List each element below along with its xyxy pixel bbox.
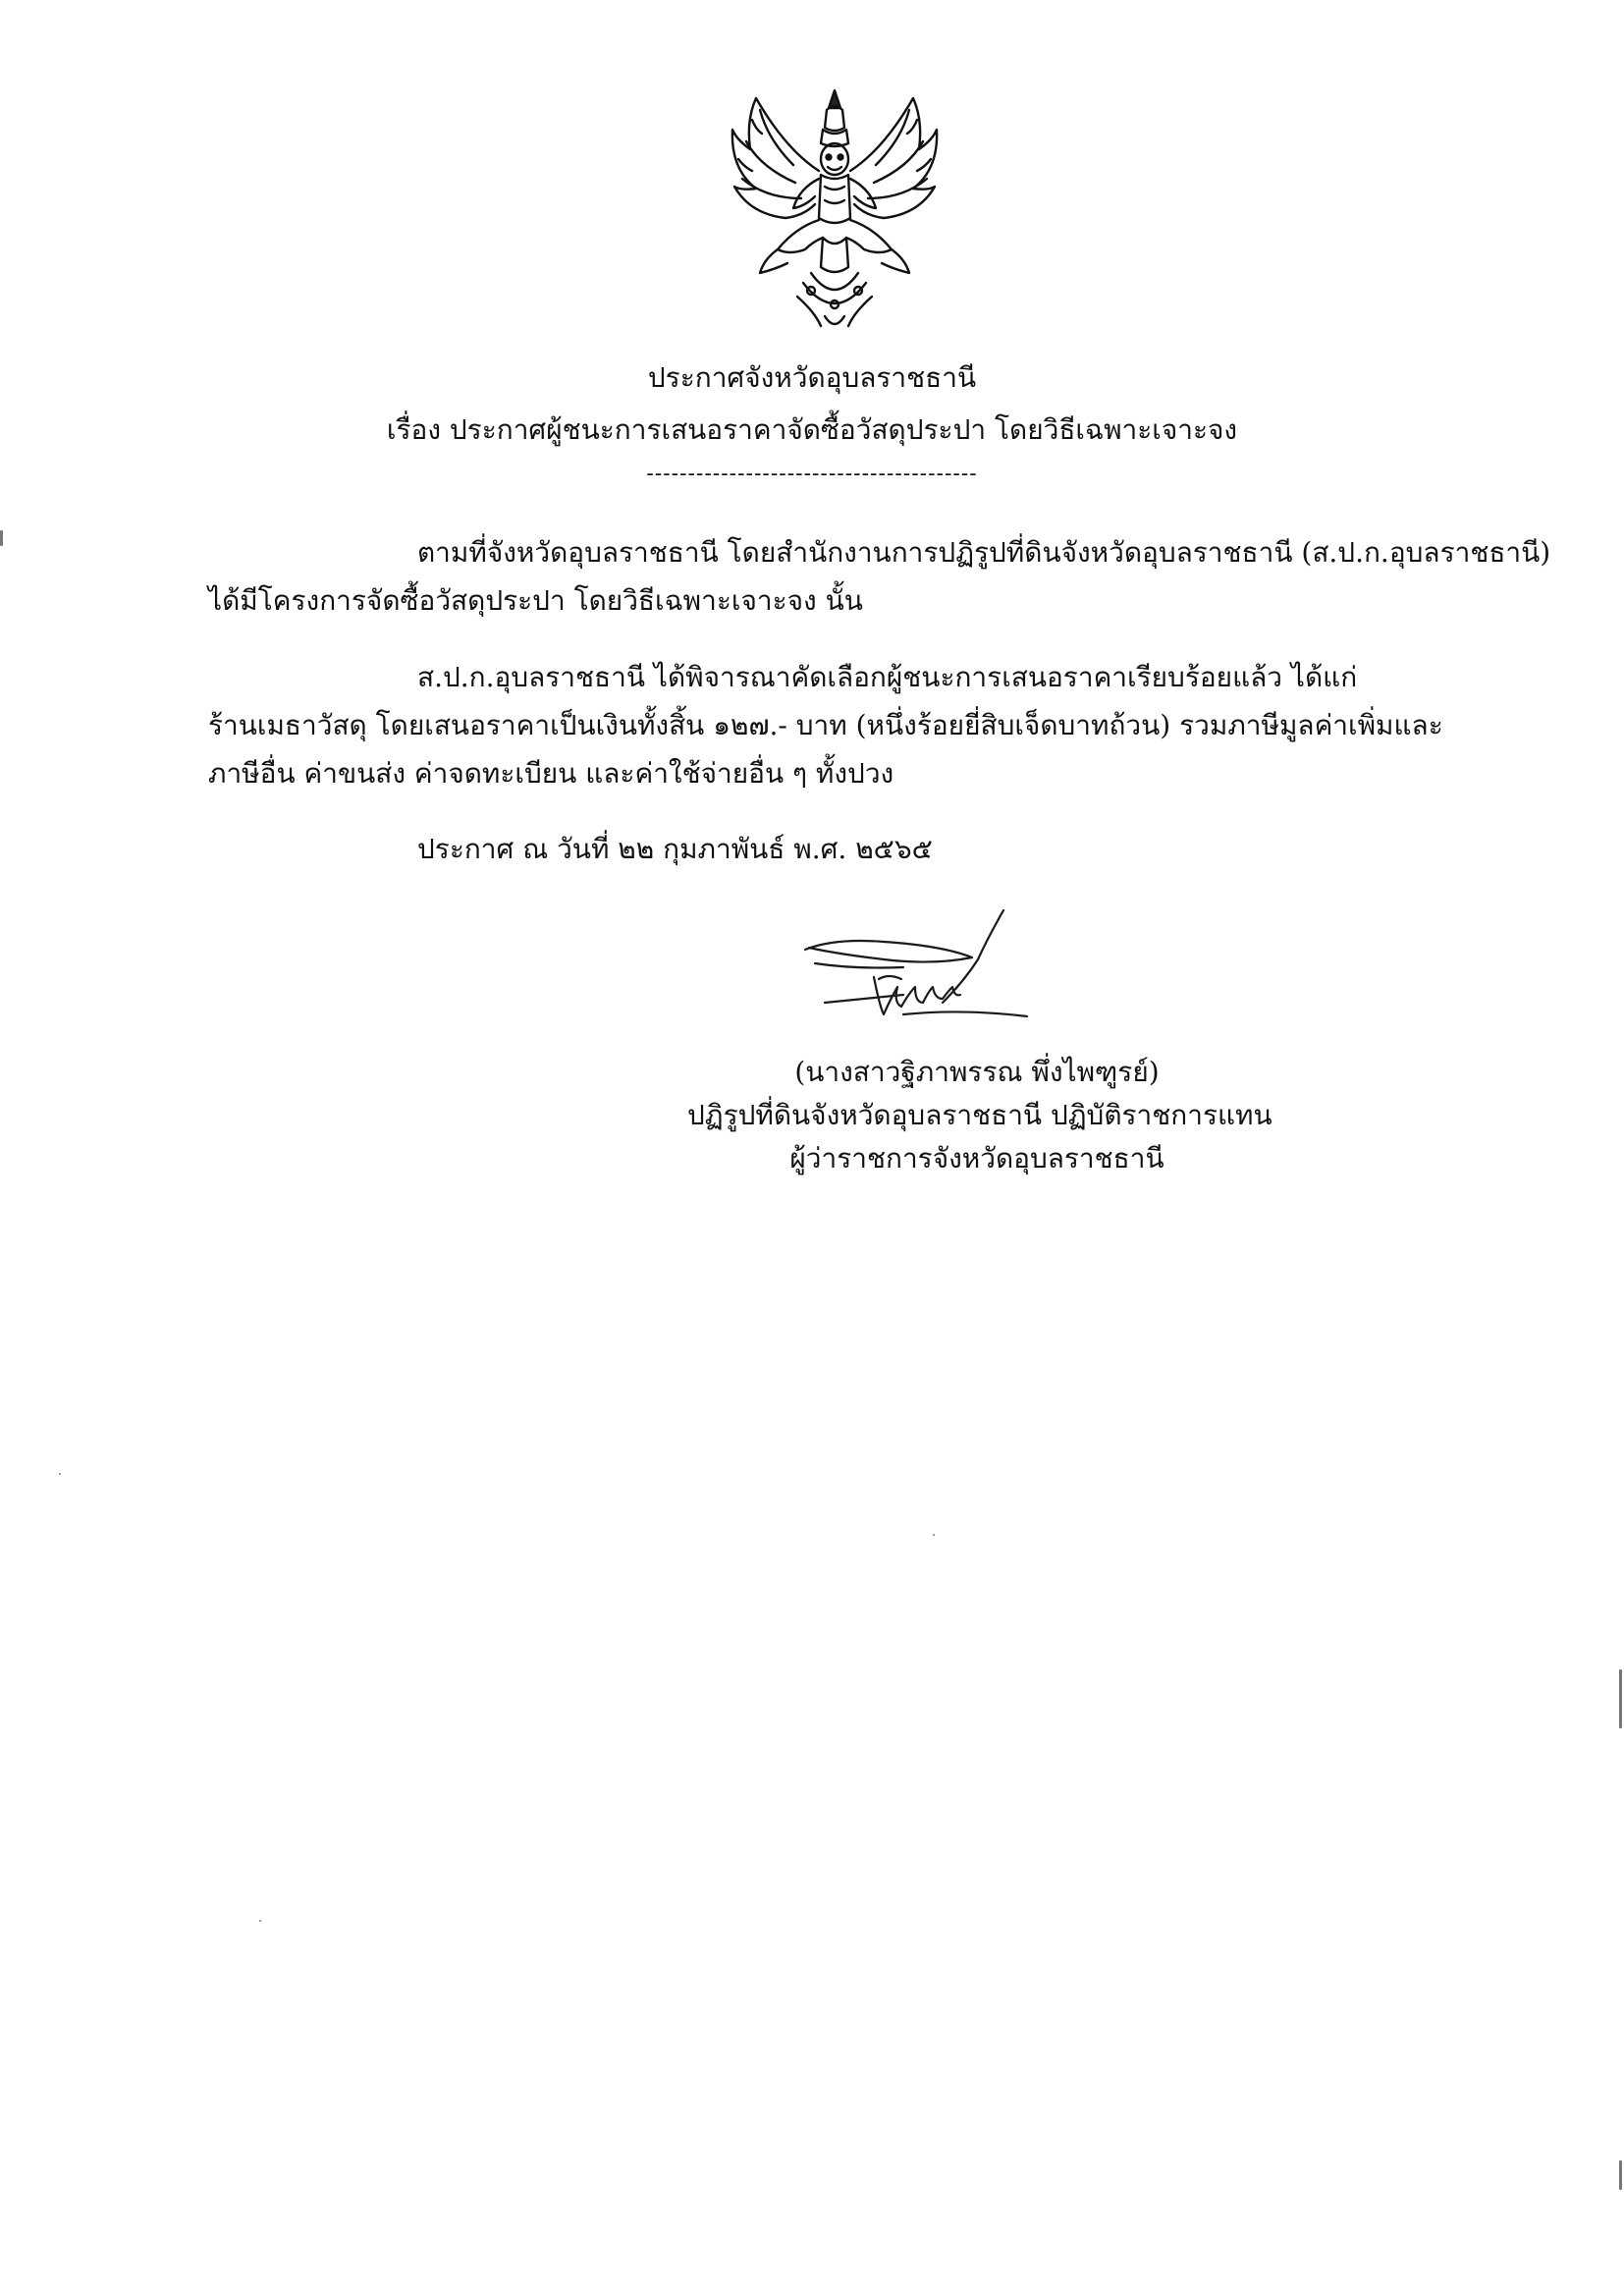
scan-edge-mark xyxy=(1619,1669,1622,1728)
garuda-emblem-icon xyxy=(717,81,952,341)
signatory-name: (นางสาวฐิภาพรรณ พึ่งไพฑูรย์) xyxy=(794,1056,1160,1088)
paragraph-1-line-2: ได้มีโครงการจัดซื้อวัสดุประปา โดยวิธีเฉพาะเจาะจง นั้น xyxy=(208,584,863,617)
paragraph-2-line-2: ร้านเมธาวัสดุ โดยเสนอราคาเป็นเงินทั้งสิ้น ๑๒๗.- บาท (หนึ่งร้อยยี่สิบเจ็ดบาทถ้วน) รวมภาษีมูลค่าเพิ่มและ xyxy=(208,709,1443,741)
signatory-position-2: ผู้ว่าราชการจังหวัดอุบลราชธานี xyxy=(789,1142,1164,1174)
scan-speck xyxy=(259,1920,261,1922)
signature-block xyxy=(687,1051,1272,1180)
announcement-date: ประกาศ ณ วันที่ ๒๒ กุมภาพันธ์ พ.ศ. ๒๕๖๕ xyxy=(417,833,933,865)
subject-title: เรื่อง ประกาศผู้ชนะการเสนอราคาจัดซื้อวัสดุประปา โดยวิธีเฉพาะเจาะจง xyxy=(386,413,1238,446)
issuer-title: ประกาศจังหวัดอุบลราชธานี xyxy=(647,361,977,394)
scan-mark xyxy=(0,530,3,546)
signatory-position-1: ปฏิรูปที่ดินจังหวัดอุบลราชธานี ปฏิบัติราชการแทน xyxy=(687,1099,1272,1131)
scan-speck xyxy=(933,1534,935,1536)
paragraph-2-line-3: ภาษีอื่น ค่าขนส่ง ค่าจดทะเบียน และค่าใช้จ่ายอื่น ๆ ทั้งปวง xyxy=(208,757,894,790)
scan-speck xyxy=(59,1473,61,1475)
scan-edge-mark xyxy=(1619,2160,1622,2190)
paragraph-1-line-1: ตามที่จังหวัดอุบลราชธานี โดยสำนักงานการปฏิรูปที่ดินจังหวัดอุบลราชธานี (ส.ป.ก.อุบลราชธานี) xyxy=(417,536,1551,569)
paragraph-2-line-1: ส.ป.ก.อุบลราชธานี ได้พิจารณาคัดเลือกผู้ชนะการเสนอราคาเรียบร้อยแล้ว ได้แก่ xyxy=(417,661,1358,693)
title-separator: ---------------------------------------- xyxy=(646,462,978,486)
handwritten-signature-icon xyxy=(795,908,1090,1046)
